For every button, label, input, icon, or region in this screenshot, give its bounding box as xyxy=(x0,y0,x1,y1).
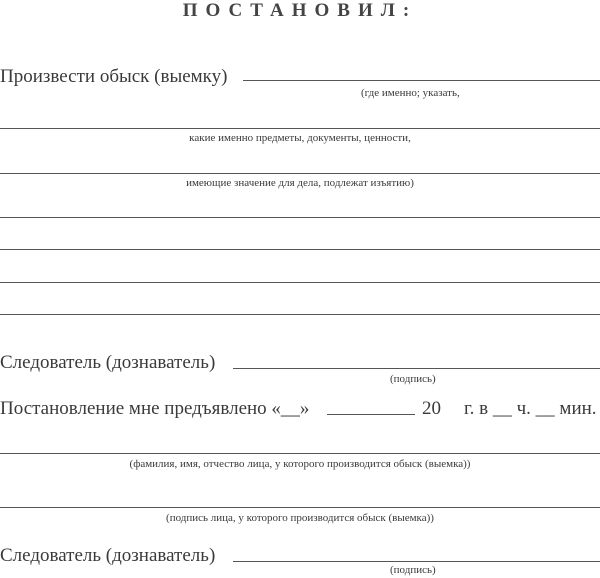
investigator-signature-hint-2: (подпись) xyxy=(390,564,436,576)
investigator-label-2: Следователь (дознаватель) xyxy=(0,545,216,566)
person-name-hint: (фамилия, имя, отчество лица, у которого производится обыск (выемка)) xyxy=(129,458,471,470)
search-order-line-5[interactable] xyxy=(0,249,600,250)
person-signature-line[interactable] xyxy=(0,507,600,508)
search-order-line-6[interactable] xyxy=(0,282,600,283)
search-order-hint-3: имеющие значение для дела, подлежат изъятию) xyxy=(186,177,414,189)
search-order-line-7[interactable] xyxy=(0,314,600,315)
search-order-line-3[interactable] xyxy=(0,173,600,174)
presented-date-line[interactable] xyxy=(327,414,415,415)
person-name-line[interactable] xyxy=(0,453,600,454)
investigator-signature-hint-1: (подпись) xyxy=(390,373,436,385)
search-order-line-4[interactable] xyxy=(0,217,600,218)
search-order-line-2[interactable] xyxy=(0,128,600,129)
search-order-hint-1: (где именно; указать, xyxy=(361,87,460,99)
presented-label: Постановление мне предъявлено «__» xyxy=(0,398,310,419)
search-order-label: Произвести обыск (выемку) xyxy=(0,66,228,87)
investigator-signature-line-1[interactable] xyxy=(233,368,600,369)
investigator-signature-line-2[interactable] xyxy=(233,561,600,562)
search-order-line-1[interactable] xyxy=(243,80,600,81)
search-order-hint-2: какие именно предметы, документы, ценности, xyxy=(189,132,411,144)
presented-year: 20 xyxy=(422,398,441,419)
page-title: ПОСТАНОВИЛ: xyxy=(182,0,418,21)
presented-time: г. в __ ч. __ мин. xyxy=(464,398,597,419)
person-signature-hint: (подпись лица, у которого производится обыск (выемка)) xyxy=(166,512,434,524)
investigator-label-1: Следователь (дознаватель) xyxy=(0,352,216,373)
